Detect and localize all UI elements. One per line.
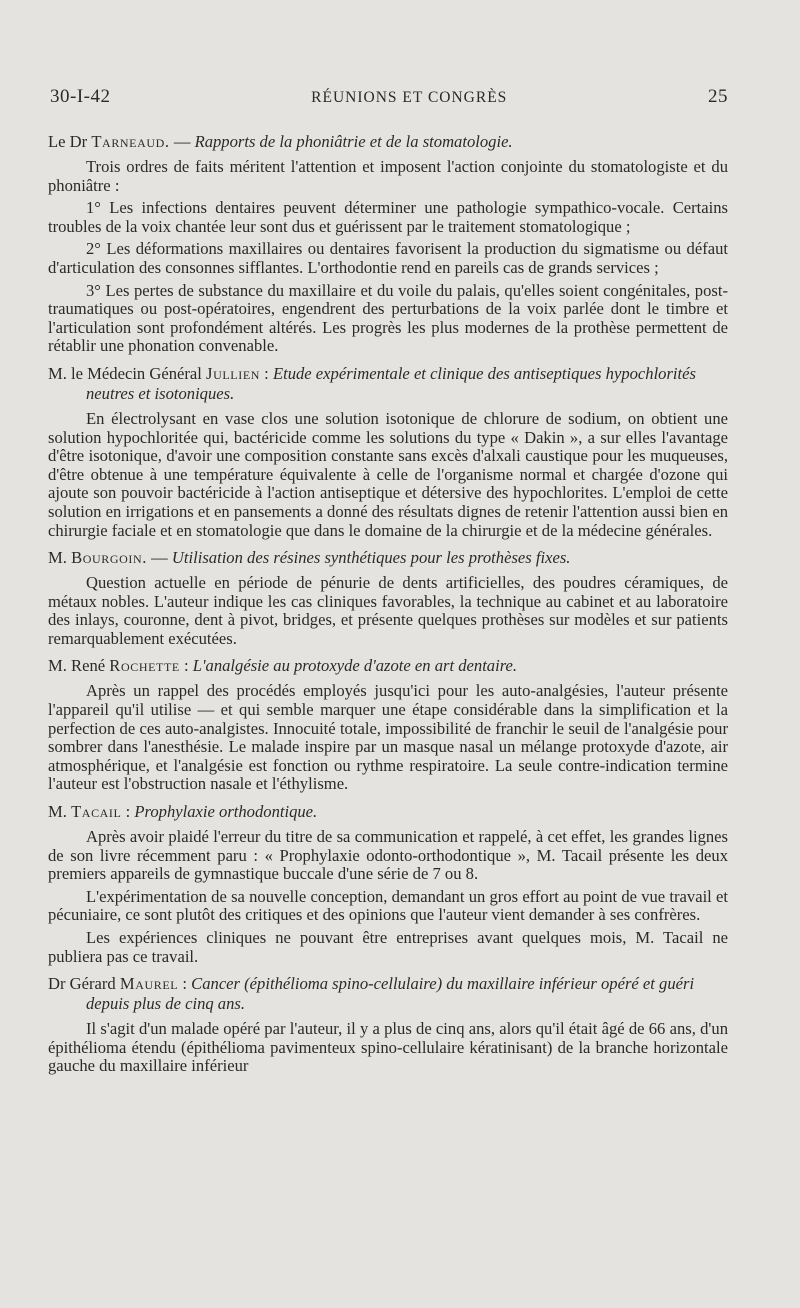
heading-separator: :	[121, 802, 135, 822]
page-number: 25	[707, 86, 728, 107]
author-name: Bourgoin.	[71, 548, 148, 568]
issue-date: 30-I-42	[50, 86, 111, 107]
author-prefix: M. René	[48, 656, 110, 676]
author-name: Jullien	[206, 363, 261, 383]
author-prefix: M.	[48, 548, 72, 568]
paragraph: Après avoir plaidé l'erreur du titre de sa communication et rappelé, à cet effet, les grandes lignes de son livre récemment paru : « Prophylaxie odonto-orthodontique », M. Tacail présente les deux premiers appareils de gymnastique buccale d'une série de 7 ou 8.	[48, 827, 728, 884]
heading-separator: :	[178, 974, 192, 994]
paragraph: Il s'agit d'un malade opéré par l'auteur, il y a plus de cinq ans, alors qu'il était âgé de 66 ans, d'un épithélioma étendu (épithélioma pavimenteux spino-cellulaire kératinisant) de la branche horizontale gauche du maxillaire inférieur	[48, 1019, 728, 1076]
author-name: Tarneaud.	[91, 132, 170, 151]
running-header	[48, 86, 728, 108]
author-name: Rochette	[109, 656, 180, 676]
heading-separator: —	[147, 548, 172, 568]
entry-heading-tarneaud	[48, 132, 728, 152]
communication-title: L'analgésie au protoxyde d'azote en art dentaire.	[192, 656, 518, 676]
communication-title: Etude expérimentale et clinique des antiseptiques hypochlorités neutres et isotoniques.	[86, 363, 696, 403]
paragraph: 2° Les déformations maxillaires ou dentaires favorisent la production du sigmatisme ou défaut d'articulation des consonnes sifflantes. L'orthodontie rend en pareils cas de grands services ;	[48, 239, 728, 277]
paragraph: 3° Les pertes de substance du maxillaire et du voile du palais, qu'elles soient congénitales, post-traumatiques ou post-opératoires, engendrent des perturbations de la voix parlée dont le timbre et l'articulation sont profondément altérés. Les progrès les plus modernes de la prothèse permettent de rétablir une phonation convenable.	[48, 280, 728, 356]
paragraph: Trois ordres de faits méritent l'attention et imposent l'action conjointe du stomatologiste et du phoniâtre :	[48, 157, 728, 195]
author-prefix: Dr Gérard	[48, 974, 120, 994]
author-prefix: M. le Médecin Général	[48, 363, 207, 383]
heading-separator: :	[260, 363, 273, 383]
entry-heading-rochette	[48, 656, 728, 676]
entry-heading-bourgoin	[48, 548, 728, 568]
author-prefix: Le Dr	[48, 132, 92, 151]
entry-heading-tacail	[48, 802, 728, 822]
author-prefix: M.	[48, 802, 72, 822]
author-name: Tacail	[71, 802, 122, 822]
communication-title: Cancer (épithélioma spino-cellulaire) du maxillaire inférieur opéré et guéri depuis plus de cinq ans.	[86, 974, 695, 1014]
heading-separator: :	[179, 656, 193, 676]
author-name: Maurel	[119, 974, 179, 994]
paragraph: Les expériences cliniques ne pouvant être entreprises avant quelques mois, M. Tacail ne publiera pas ce travail.	[48, 928, 728, 966]
section-title: RÉUNIONS ET CONGRÈS	[311, 89, 508, 106]
entry-heading-jullien	[48, 364, 728, 404]
paragraph: En électrolysant en vase clos une solution isotonique de chlorure de sodium, on obtient une solution hypochloritée qui, bactéricide comme les solutions du type « Dakin », a sur elles l'avantage d'être isotonique, d'avoir une composition constante sans excès d'alxali caustique pour les muqueuses, d'être obtenue à une température équivalente à celle de l'organisme normal et chargée d'ozone qui ajoute son pouvoir bactéricide à l'action antiseptique et détersive des hypochlorites. L'emploi de cette solution en irrigations et en pansements a donné des résultats dignes de retenir l'attention aussi bien en chirurgie faciale et en stomatologie que dans le domaine de la chirurgie et de la médecine générales.	[48, 408, 728, 540]
entry-heading-maurel	[48, 974, 728, 1014]
paragraph: L'expérimentation de sa nouvelle conception, demandant un gros effort au point de vue travail et pécuniaire, ce sont plutôt des critiques et des opinions que l'auteur vient demander à ses confrères.	[48, 886, 728, 925]
paragraph: Question actuelle en période de pénurie de dents artificielles, des poudres céramiques, de métaux nobles. L'auteur indique les cas cliniques favorables, la technique au cabinet et au laboratoire des inlays, couronne, dent à pivot, bridges, et présente quelques prothèses sur modèles et sur patients remarquablement exécutées.	[48, 573, 728, 648]
communication-title: Utilisation des résines synthétiques pour les prothèses fixes.	[171, 548, 571, 568]
communication-title: Rapports de la phoniâtrie et de la stomatologie.	[194, 132, 513, 151]
paragraph: 1° Les infections dentaires peuvent déterminer une pathologie sympathico-vocale. Certains troubles de la voix chantée leur sont dus et guérissent par le traitement stomatologique ;	[48, 198, 728, 236]
heading-separator: —	[169, 132, 195, 151]
paragraph: Après un rappel des procédés employés jusqu'ici pour les auto-analgésies, l'auteur présente l'appareil qu'il utilise — et qui semble marquer une étape considérable dans la simplification et la perfection de ces auto-analgistes. Innocuité totale, impossibilité de franchir le seuil de l'analgésie pour sombrer dans l'anesthésie. Le malade inspire par un masque nasal un mélange protoxyde d'azote, air atmosphérique, et l'analgésie est fonction ou rythme respiratoire. La seule contre-indication termine l'auteur est l'obstruction nasale et l'éthylisme.	[48, 681, 728, 794]
communication-title: Prophylaxie orthodontique.	[134, 802, 318, 822]
